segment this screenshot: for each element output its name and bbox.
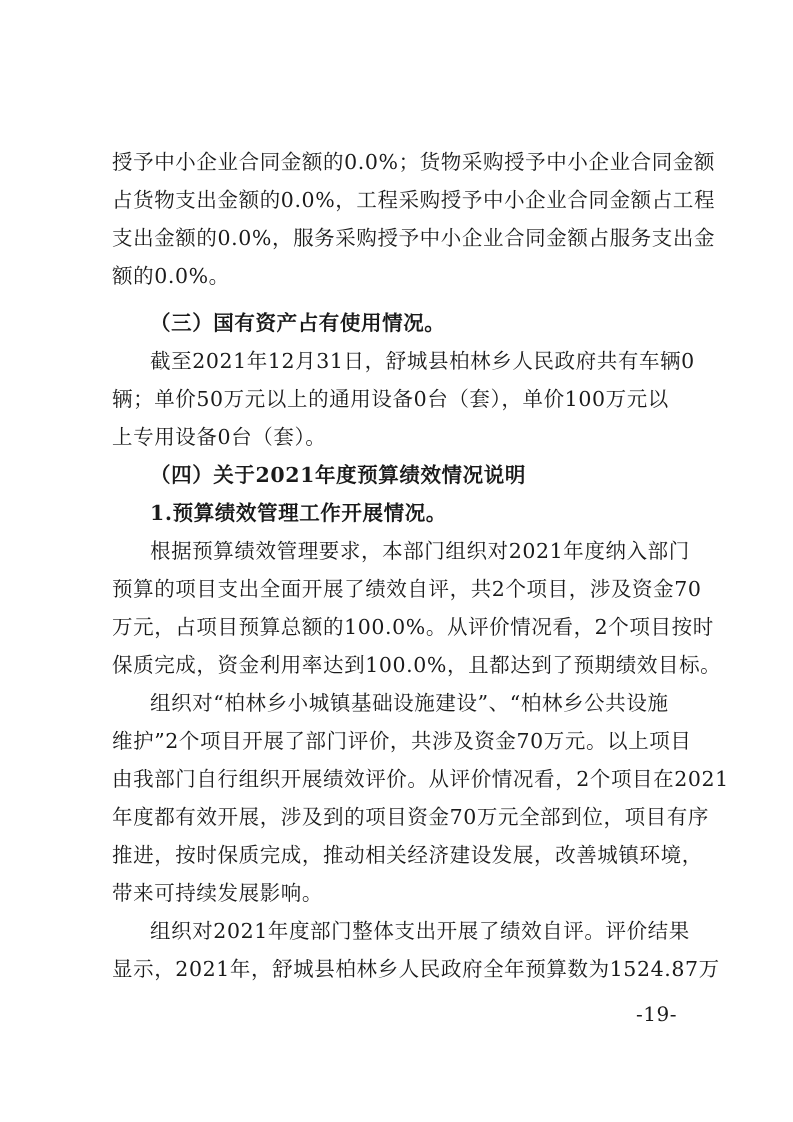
paragraph-line: 授予中小企业合同金额的0.0%；货物采购授予中小企业合同金额	[112, 150, 716, 174]
paragraph-line: 组织对“柏林乡小城镇基础设施建设”、“柏林乡公共设施	[150, 691, 669, 715]
section-heading: （四）关于2021年度预算绩效情况说明	[150, 463, 526, 487]
subsection-heading: 1.预算绩效管理工作开展情况。	[150, 501, 447, 525]
paragraph-line: 上专用设备0台（套）。	[112, 425, 327, 449]
paragraph-line: 占货物支出金额的0.0%，工程采购授予中小企业合同金额占工程	[112, 188, 716, 212]
paragraph-line: 推进，按时保质完成，推动相关经济建设发展，改善城镇环境，	[112, 843, 703, 867]
paragraph-line: 额的0.0%。	[112, 264, 230, 288]
paragraph-line: 支出金额的0.0%，服务采购授予中小企业合同金额占服务支出金	[112, 226, 716, 250]
paragraph-line: 维护”2个项目开展了部门评价，共涉及资金70万元。以上项目	[112, 729, 692, 753]
paragraph-line: 带来可持续发展影响。	[112, 881, 323, 905]
paragraph-line: 辆；单价50万元以上的通用设备0台（套），单价100万元以	[112, 387, 669, 411]
paragraph-line: 万元，占项目预算总额的100.0%。从评价情况看，2个项目按时	[112, 615, 714, 639]
section-heading: （三）国有资产占有使用情况。	[150, 311, 446, 335]
paragraph-line: 根据预算绩效管理要求，本部门组织对2021年度纳入部门	[150, 539, 690, 563]
paragraph-line: 年度都有效开展，涉及到的项目资金70万元全部到位，项目有序	[112, 805, 709, 829]
paragraph-line: 截至2021年12月31日，舒城县柏林乡人民政府共有车辆0	[150, 349, 695, 373]
paragraph-line: 预算的项目支出全面开展了绩效自评，共2个项目，涉及资金70	[112, 577, 702, 601]
paragraph-line: 显示，2021年，舒城县柏林乡人民政府全年预算数为1524.87万	[112, 957, 720, 981]
paragraph-line: 保质完成，资金利用率达到100.0%，且都达到了预期绩效目标。	[112, 653, 722, 677]
paragraph-line: 组织对2021年度部门整体支出开展了绩效自评。评价结果	[150, 919, 690, 943]
paragraph-line: 由我部门自行组织开展绩效评价。从评价情况看，2个项目在2021	[112, 767, 729, 791]
page-number: -19-	[636, 1002, 677, 1026]
